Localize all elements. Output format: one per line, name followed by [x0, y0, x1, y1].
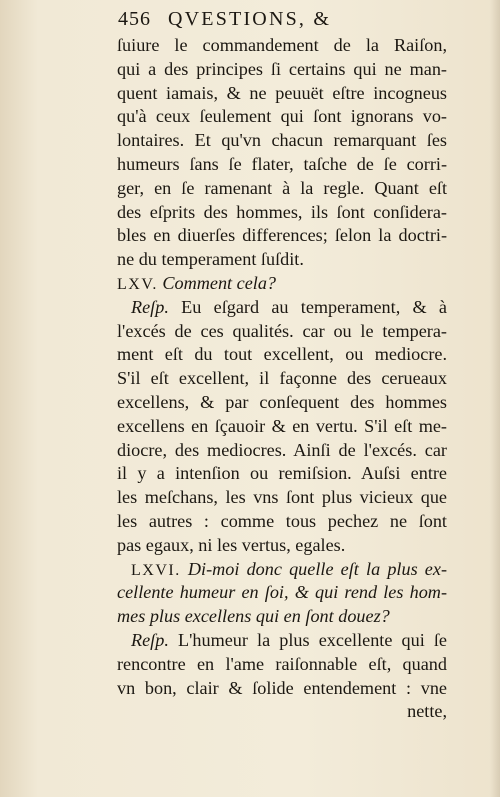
text-fragment: Eu eſgard au temperament, & à — [181, 296, 447, 317]
text-line: rencontre en l'ame raiſonnable eſt, quand — [117, 653, 447, 674]
question-text: Di-moi donc quelle eſt la plus ex- — [187, 558, 448, 579]
text-line: qui a des principes ſi certains qui ne man- — [117, 58, 447, 79]
catchword: nette, — [407, 701, 447, 722]
body-text — [117, 34, 447, 724]
response-marker: Reſp. — [131, 629, 169, 650]
response-marker: Reſp. — [131, 296, 169, 317]
text-line: les meſchans, les vns ſont plus vicieux que — [117, 487, 447, 508]
question-number: LXV. — [117, 275, 158, 293]
text-line: quent iamais, & ne peuuët eſtre incogneus — [117, 82, 447, 103]
text-line: vn bon, clair & ſolide entendement : vne — [117, 677, 447, 698]
text-fragment: L'humeur la plus excellente qui ſe — [178, 629, 447, 650]
text-line: des eſprits des hommes, ils ſont conſidera- — [117, 201, 447, 222]
answer-first-line — [117, 629, 447, 653]
text-line: les autres : comme tous pechez ne ſont — [117, 510, 447, 531]
question-heading — [117, 558, 447, 582]
answer-first-line — [117, 296, 447, 320]
text-line: lontaires. Et qu'vn chacun remarquant ſes — [117, 130, 447, 151]
text-line: il y a intenſion ou remiſsion. Auſsi entre — [117, 463, 447, 484]
text-line: ſuiure le commandement de la Raiſon, — [117, 35, 447, 55]
text-line: qu'à ceux ſeulement qui ſont ignorans vo- — [117, 106, 447, 127]
text-line: humeurs ſans ſe flater, taſche de ſe corri- — [117, 153, 447, 174]
question-text-line: mes plus excellens qui en ſont douez? — [117, 606, 390, 627]
question-text: Comment cela? — [162, 272, 277, 293]
question-heading — [117, 272, 447, 296]
text-line: l'excés de ces qualités. car ou le tempera- — [117, 320, 447, 341]
text-line: ne du temperament ſuſdit. — [117, 249, 304, 270]
page-header — [118, 8, 448, 34]
page-number: 456 — [118, 8, 151, 30]
text-line: S'il eſt excellent, il façonne des cerueaux — [117, 368, 447, 389]
running-head: QVESTIONS, & — [168, 8, 332, 30]
text-line: excellens en ſçauoir & en vertu. S'il eſt me- — [117, 415, 447, 436]
text-line: bles en diuerſes differences; ſelon la doctri- — [117, 225, 447, 246]
question-text-line: cellente humeur en ſoi, & qui rend les hom- — [117, 582, 447, 603]
text-line: excellens, & par conſequent des hommes — [117, 391, 447, 412]
text-line: pas egaux, ni les vertus, egales. — [117, 534, 346, 555]
text-line: diocre, des mediocres. Ainſi de l'excés. car — [117, 439, 447, 460]
text-line: ger, en ſe ramenant à la regle. Quant eſt — [117, 177, 447, 198]
text-line: ment eſt du tout excellent, ou mediocre. — [117, 344, 447, 365]
question-number: LXVI. — [131, 561, 181, 579]
